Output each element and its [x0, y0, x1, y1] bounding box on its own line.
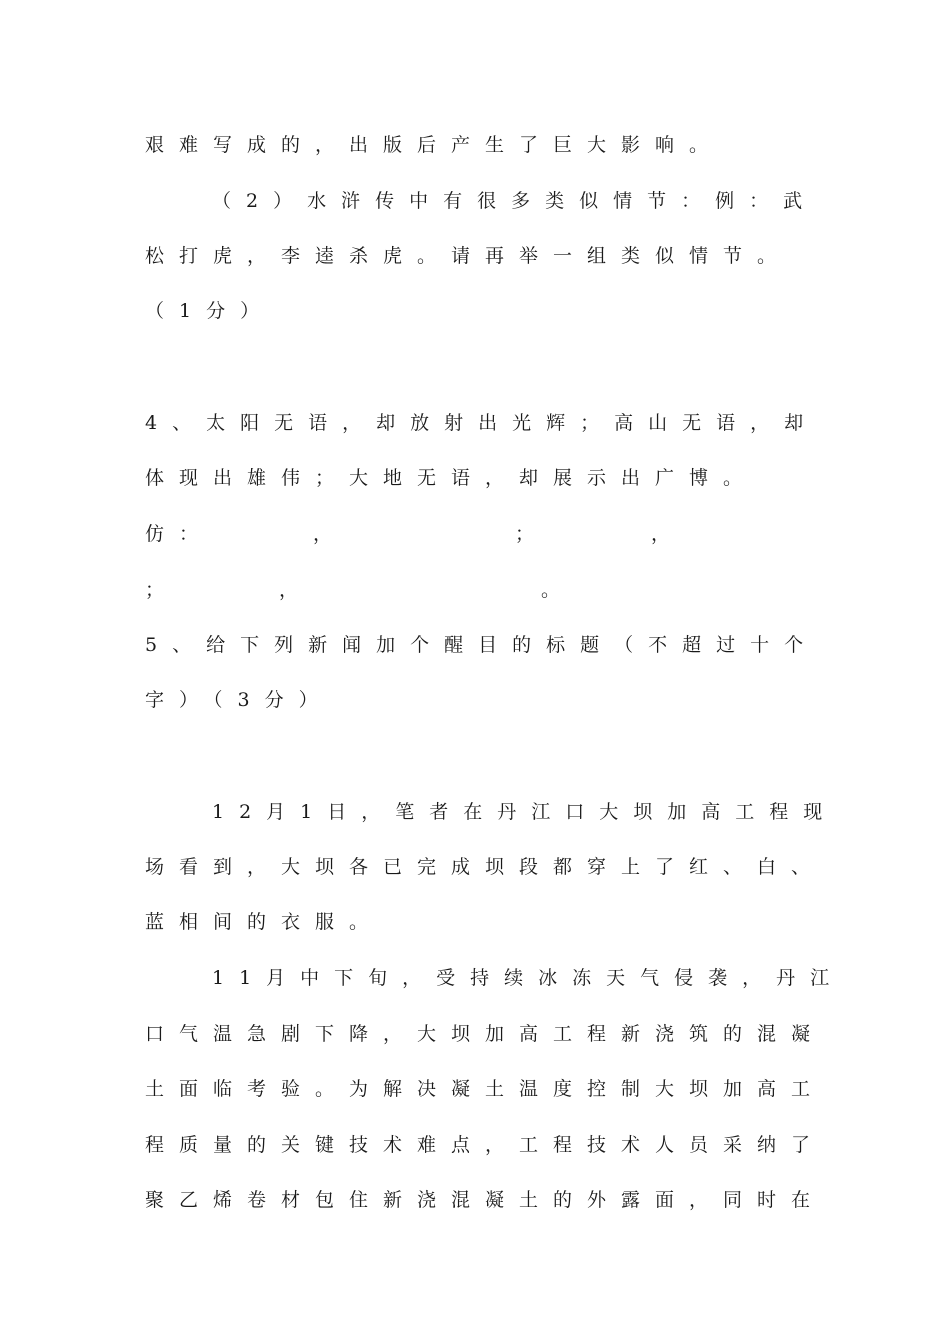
- news-line: 程质量的关键技术难点，工程技术人员采纳了: [145, 1134, 826, 1156]
- score-note: （1分）: [145, 300, 275, 322]
- paragraph-line: 松打虎，李逵杀虎。请再举一组类似情节。: [145, 245, 792, 267]
- news-line: 土面临考验。为解决凝土温度控制大坝加高工: [145, 1078, 826, 1100]
- score-note: 字）（3分）: [145, 689, 333, 711]
- blank-mark: 。: [541, 579, 561, 601]
- blank-mark: ，: [651, 523, 671, 545]
- news-line: 蓝相间的衣服。: [145, 911, 384, 933]
- paragraph-line: 艰难写成的，出版后产生了巨大影响。: [145, 134, 724, 156]
- question-5-line: 5、给下列新闻加个醒目的标题（不超过十个: [145, 634, 819, 656]
- blank-mark: ，: [313, 523, 333, 545]
- blank-mark: ；: [515, 523, 535, 545]
- imitation-label: 仿：: [145, 523, 214, 545]
- news-line: 场看到，大坝各已完成坝段都穿上了红、白、: [145, 856, 826, 878]
- news-line: 聚乙烯卷材包住新浇混凝土的外露面，同时在: [145, 1189, 826, 1211]
- news-line: 11月中下旬，受持续冰冻天气侵袭，丹江: [212, 967, 845, 989]
- question-4-line: 4、太阳无语，却放射出光辉；高山无语，却: [145, 412, 819, 434]
- news-line: 口气温急剧下降，大坝加高工程新浇筑的混凝: [145, 1023, 826, 1045]
- blank-mark: ；: [145, 579, 165, 601]
- question-2-line: （2）水浒传中有很多类似情节：例：武: [212, 190, 818, 212]
- news-line: 12月1日，笔者在丹江口大坝加高工程现: [212, 801, 838, 823]
- paragraph-line: 体现出雄伟；大地无语，却展示出广博。: [145, 467, 758, 489]
- blank-mark: ，: [279, 579, 299, 601]
